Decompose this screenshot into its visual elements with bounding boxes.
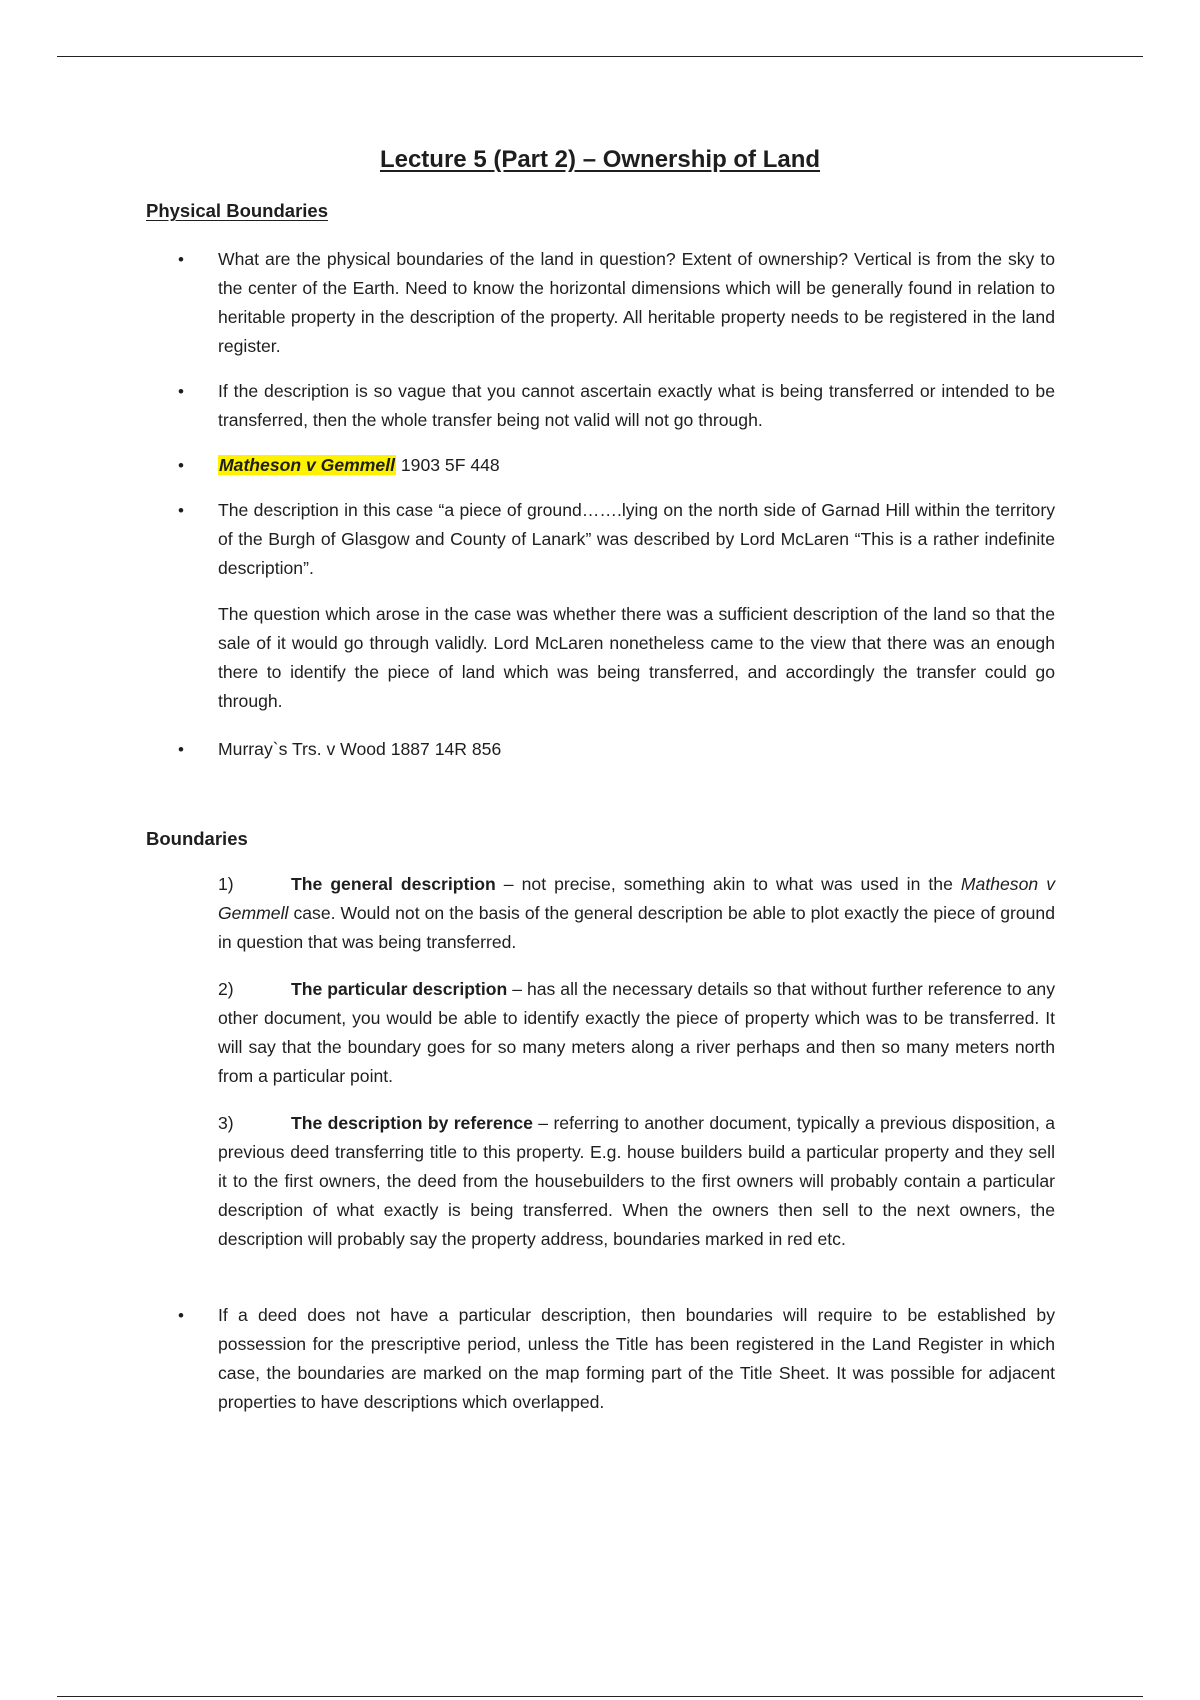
item-term: The particular description <box>291 979 508 999</box>
item-text: – has all the necessary details so that without further reference to any other document, you would be able to identify exactly the piece of property which was to be transferred. It will say that the boundary goes for so many meters along a river perhaps and then so many meters north from a particular point. <box>218 979 1056 1086</box>
highlighted-case-name: Matheson v Gemmell <box>219 455 395 475</box>
bullet-paragraph-4: The description in this case “a piece of ground…….lying on the north side of Garnad Hill within the territory of the Burgh of Glasgow and County of Lanark” was described by Lord McLaren “This is a rather indefinite description”. <box>218 500 1055 578</box>
bullet-paragraph-1: What are the physical boundaries of the land in question? Extent of ownership? Vertical is from the sky to the center of the Earth. Need to know the horizontal dimensions which will be generally found in relation to heritable property in the description of the property. All heritable property needs to be registered in the land register. <box>218 249 1055 356</box>
case-name: Matheson v Gemmell <box>218 874 1056 923</box>
bullet-paragraph-5: Murray`s Trs. v Wood 1887 14R 856 <box>218 739 502 759</box>
bullet-paragraph-3 <box>218 451 1055 480</box>
section-heading-boundaries: Boundaries <box>146 828 248 849</box>
bullet-icon: • <box>178 740 184 759</box>
page-title: Lecture 5 (Part 2) – Ownership of Land <box>379 146 821 173</box>
numbered-item-3 <box>218 1109 1055 1254</box>
bullet-icon: • <box>178 1306 184 1325</box>
section-heading-physical-boundaries: Physical Boundaries <box>146 200 328 221</box>
item-term: The description by reference <box>291 1113 533 1133</box>
numbered-item-1 <box>218 870 1055 957</box>
header-rule <box>57 56 1143 57</box>
case-citation: 1903 5F 448 <box>396 455 500 475</box>
item-text: – not precise, something akin to what was used in the <box>495 874 961 894</box>
footer-rule <box>57 1696 1143 1697</box>
item-text: – referring to another document, typically a previous disposition, a previous deed transferring title to this property. E.g. house builders build a particular property and they sell it to the first owners, the deed from the housebuilders to the first owners will probably contain a particular description of what exactly is being transferred. When the owners then sell to the next owners, the description will probably say the property address, boundaries marked in red etc. <box>218 1113 1055 1249</box>
bullet-paragraph-6: If a deed does not have a particular description, then boundaries will require to be established by possession for the prescriptive period, unless the Title has been registered in the Land Register in which case, the boundaries are marked on the map forming part of the Title Sheet. It was possible for adjacent properties to have descriptions which overlapped. <box>218 1305 1055 1412</box>
item-text: case. Would not on the basis of the general description be able to plot exactly the piece of ground in question that was being transferred. <box>218 903 1055 952</box>
bullet-icon: • <box>178 250 184 269</box>
bullet-icon: • <box>178 456 184 475</box>
numbered-item-2 <box>218 975 1055 1091</box>
item-number: 3) <box>218 1113 234 1133</box>
bullet-icon: • <box>178 501 184 520</box>
item-number: 1) <box>218 874 234 894</box>
item-term: The general description <box>291 874 496 894</box>
body-paragraph: The question which arose in the case was whether there was a sufficient description of the land so that the sale of it would go through validly. Lord McLaren nonetheless came to the view that there was an enough there to identify the piece of land which was being transferred, and accordingly the transfer could go through. <box>218 604 1055 711</box>
item-number: 2) <box>218 979 234 999</box>
bullet-paragraph-2: If the description is so vague that you cannot ascertain exactly what is being transferred or intended to be transferred, then the whole transfer being not valid will not go through. <box>218 381 1055 430</box>
bullet-icon: • <box>178 382 184 401</box>
